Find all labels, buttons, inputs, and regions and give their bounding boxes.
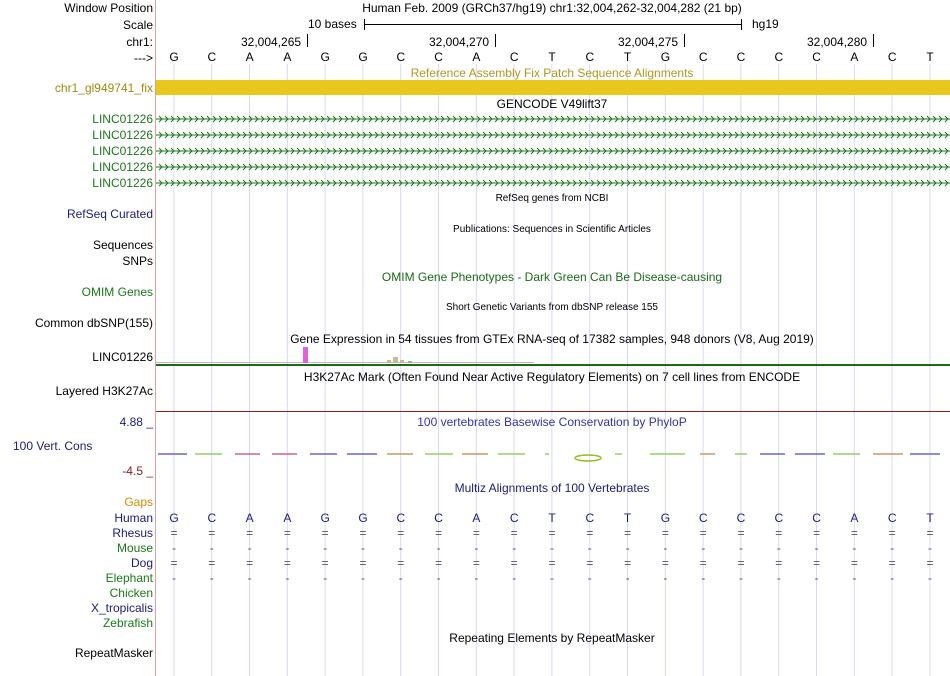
alignment-row xyxy=(155,571,950,585)
alignment-base: C xyxy=(774,511,784,525)
h3k27ac-label[interactable]: Layered H3K27Ac xyxy=(55,384,153,398)
alignment-base: - xyxy=(285,571,290,585)
alignment-base: - xyxy=(890,541,895,555)
alignment-base: = xyxy=(397,526,405,540)
gtex-expression-bar[interactable] xyxy=(303,347,308,363)
alignment-base: - xyxy=(172,571,176,585)
alignment-base: - xyxy=(361,541,365,555)
alignment-base: C xyxy=(887,511,897,525)
coord-tick xyxy=(307,34,308,47)
base-letter: C xyxy=(585,50,595,64)
alignment-base: = xyxy=(435,526,443,540)
dbsnp-label[interactable]: Common dbSNP(155) xyxy=(34,316,153,330)
alignment-base: - xyxy=(512,571,517,585)
alignment-base: - xyxy=(436,571,441,585)
phylop-plot[interactable] xyxy=(155,448,950,464)
alignment-base: - xyxy=(814,541,819,555)
gencode-transcript-label[interactable]: LINC01226 xyxy=(92,128,153,142)
alignment-base: - xyxy=(776,571,781,585)
alignment-base: = xyxy=(246,556,254,570)
dbsnp-track-title[interactable]: Short Genetic Variants from dbSNP release 155 xyxy=(446,302,658,313)
coord-tick xyxy=(873,34,874,47)
phylop-score-mark xyxy=(575,455,601,461)
alignment-base: = xyxy=(586,526,594,540)
alignment-base: - xyxy=(323,571,328,585)
fix-patch-bar[interactable] xyxy=(156,80,950,95)
alignment-base: = xyxy=(548,526,556,540)
alignment-base: = xyxy=(624,556,632,570)
alignment-base: - xyxy=(550,541,554,555)
alignment-base: = xyxy=(813,556,821,570)
alignment-base: = xyxy=(321,526,329,540)
scale-label: Scale xyxy=(122,18,153,32)
assembly-position-text: Human Feb. 2009 (GRCh37/hg19) chr1:32,004,262-32,004,282 (21 bp) xyxy=(362,1,742,15)
snps-label[interactable]: SNPs xyxy=(122,254,153,268)
alignment-base: = xyxy=(737,526,745,540)
alignment-base: = xyxy=(813,526,821,540)
scale-bases-text: 10 bases xyxy=(308,17,357,31)
alignment-base: = xyxy=(699,556,707,570)
gencode-transcript-label[interactable]: LINC01226 xyxy=(92,144,153,158)
alignment-base: - xyxy=(209,541,214,555)
gencode-transcript-feature[interactable] xyxy=(156,161,950,173)
scale-db-text: hg19 xyxy=(752,17,779,31)
refseq-label[interactable]: RefSeq Curated xyxy=(66,207,153,221)
alignment-base: A xyxy=(472,511,481,525)
alignment-base: - xyxy=(172,541,176,555)
scale-bar xyxy=(364,24,741,25)
alignment-base: - xyxy=(739,541,743,555)
base-letter: C xyxy=(698,50,708,64)
alignment-base: - xyxy=(398,541,403,555)
gtex-expression-bar[interactable] xyxy=(393,357,398,363)
alignment-base: - xyxy=(701,541,706,555)
base-letter: A xyxy=(245,50,254,64)
multiz-track-title[interactable]: Multiz Alignments of 100 Vertebrates xyxy=(454,481,650,495)
base-letter: T xyxy=(926,50,934,64)
alignment-base: - xyxy=(474,541,479,555)
alignment-base: = xyxy=(283,556,291,570)
coord-label: 32,004,265 xyxy=(241,35,302,49)
alignment-base: = xyxy=(397,556,405,570)
base-letter: A xyxy=(472,50,481,64)
fix-patch-track-title[interactable]: Reference Assembly Fix Patch Sequence Alignments xyxy=(410,66,694,80)
coord-label: 32,004,270 xyxy=(429,35,490,49)
strand-label: ---> xyxy=(134,51,153,65)
alignment-base: = xyxy=(435,556,443,570)
phylop-track-title[interactable]: 100 vertebrates Basewise Conservation by PhyloP xyxy=(417,415,687,429)
alignment-base: = xyxy=(737,556,745,570)
base-letter: C xyxy=(207,50,217,64)
alignment-base: = xyxy=(208,526,216,540)
coord-label: 32,004,275 xyxy=(618,35,679,49)
alignment-base: T xyxy=(548,511,556,525)
alignment-base: - xyxy=(739,571,743,585)
alignment-base: - xyxy=(625,571,630,585)
coord-tick xyxy=(684,34,685,47)
alignment-base: C xyxy=(434,511,443,525)
alignment-base: - xyxy=(247,541,252,555)
publications-track-title[interactable]: Publications: Sequences in Scientific Articles xyxy=(453,224,651,235)
alignment-base: A xyxy=(850,511,859,525)
fix-patch-label[interactable]: chr1_gl949741_fix xyxy=(54,81,153,95)
alignment-base: = xyxy=(926,556,934,570)
species-label[interactable]: Mouse xyxy=(116,541,153,555)
omim-label[interactable]: OMIM Genes xyxy=(81,285,153,299)
refseq-track-title[interactable]: RefSeq genes from NCBI xyxy=(495,193,609,204)
alignment-row xyxy=(155,541,950,555)
h3k27ac-track-title[interactable]: H3K27Ac Mark (Often Found Near Active Regulatory Elements) on 7 cell lines from ENCODE xyxy=(303,370,801,384)
species-label[interactable]: Chicken xyxy=(109,586,153,600)
alignment-row xyxy=(155,556,950,570)
alignment-base: = xyxy=(170,556,178,570)
alignment-base: C xyxy=(396,511,406,525)
alignment-base: = xyxy=(661,556,669,570)
species-label[interactable]: Dog xyxy=(130,556,153,570)
alignment-base: T xyxy=(926,511,934,525)
omim-track-title[interactable]: OMIM Gene Phenotypes - Dark Green Can Be Disease-causing xyxy=(381,270,723,284)
alignment-base: = xyxy=(170,526,178,540)
gencode-transcript-label[interactable]: LINC01226 xyxy=(92,112,153,126)
alignment-base: - xyxy=(776,541,781,555)
alignment-base: C xyxy=(509,511,519,525)
species-label[interactable]: Zebrafish xyxy=(102,616,153,630)
alignment-base: G xyxy=(660,511,671,525)
alignment-base: C xyxy=(585,511,595,525)
gtex-baseline xyxy=(156,362,534,363)
alignment-base: - xyxy=(663,571,668,585)
alignment-base: = xyxy=(359,526,367,540)
base-letter: A xyxy=(283,50,292,64)
alignment-base: = xyxy=(775,556,783,570)
base-letter: C xyxy=(396,50,406,64)
alignment-base: = xyxy=(283,526,291,540)
alignment-base: = xyxy=(548,556,556,570)
alignment-base: - xyxy=(361,571,365,585)
alignment-base: - xyxy=(852,541,857,555)
alignment-base: = xyxy=(359,556,367,570)
alignment-base: = xyxy=(888,556,896,570)
alignment-base: = xyxy=(926,526,934,540)
alignment-base: - xyxy=(285,541,290,555)
alignment-base: = xyxy=(472,556,480,570)
scale-bar-right-tick xyxy=(741,19,742,30)
alignment-row xyxy=(155,511,950,525)
alignment-base: - xyxy=(890,571,895,585)
alignment-base: = xyxy=(850,526,858,540)
gtex-expression-bar[interactable] xyxy=(400,360,404,363)
species-label[interactable]: Elephant xyxy=(105,571,153,585)
gtex-track-title[interactable]: Gene Expression in 54 tissues from GTEx RNA-seq of 17382 samples, 948 donors (V8, Aug 2019) xyxy=(290,332,814,346)
base-letter: C xyxy=(774,50,784,64)
gencode-transcript-label[interactable]: LINC01226 xyxy=(92,176,153,190)
coord-label: 32,004,280 xyxy=(807,35,868,49)
alignment-base: = xyxy=(888,526,896,540)
alignment-base: = xyxy=(321,556,329,570)
base-letter: C xyxy=(812,50,821,64)
gaps-label[interactable]: Gaps xyxy=(124,495,153,509)
alignment-base: G xyxy=(169,511,179,525)
sequences-label[interactable]: Sequences xyxy=(92,238,153,252)
coord-tick xyxy=(495,34,496,47)
gencode-transcript-feature[interactable] xyxy=(156,145,950,157)
alignment-base: C xyxy=(736,511,746,525)
base-letter: C xyxy=(509,50,519,64)
alignment-base: = xyxy=(510,526,518,540)
alignment-base: = xyxy=(472,526,480,540)
base-letter: G xyxy=(320,50,330,64)
gtex-expression-bar[interactable] xyxy=(387,360,391,363)
alignment-base: - xyxy=(587,571,592,585)
alignment-base: - xyxy=(625,541,630,555)
alignment-base: - xyxy=(398,571,403,585)
alignment-base: = xyxy=(510,556,518,570)
base-letter: G xyxy=(358,50,368,64)
alignment-base: C xyxy=(698,511,708,525)
alignment-base: C xyxy=(207,511,217,525)
alignment-base: C xyxy=(812,511,821,525)
alignment-base: - xyxy=(928,541,932,555)
repeatmasker-track-title[interactable]: Repeating Elements by RepeatMasker xyxy=(449,631,655,645)
alignment-base: A xyxy=(245,511,254,525)
base-letter: C xyxy=(736,50,746,64)
alignment-base: = xyxy=(624,526,632,540)
alignment-base: = xyxy=(246,526,254,540)
scale-bar-left-tick xyxy=(364,19,365,30)
species-label[interactable]: X_tropicalis xyxy=(90,601,153,615)
base-letter: C xyxy=(434,50,443,64)
gencode-transcript-feature[interactable] xyxy=(156,177,950,189)
gtex-expression-bar[interactable] xyxy=(408,361,412,363)
alignment-base: G xyxy=(358,511,368,525)
alignment-base: - xyxy=(928,571,932,585)
alignment-base: = xyxy=(586,556,594,570)
alignment-base: = xyxy=(850,556,858,570)
gencode-track-title[interactable]: GENCODE V49lift37 xyxy=(496,97,608,111)
alignment-base: = xyxy=(661,526,669,540)
alignment-base: - xyxy=(550,571,554,585)
base-letter: T xyxy=(548,50,556,64)
alignment-base: T xyxy=(623,511,632,525)
alignment-base: - xyxy=(852,571,857,585)
species-label[interactable]: Human xyxy=(114,511,153,525)
alignment-base: - xyxy=(323,541,328,555)
base-letter: C xyxy=(887,50,897,64)
alignment-base: - xyxy=(209,571,214,585)
phylop-max-label: 4.88 _ xyxy=(119,415,153,429)
alignment-base: - xyxy=(701,571,706,585)
base-sequence-row xyxy=(155,50,950,64)
alignment-base: = xyxy=(208,556,216,570)
gtex-gene-line[interactable] xyxy=(156,364,950,366)
alignment-base: - xyxy=(587,541,592,555)
base-letter: G xyxy=(660,50,671,64)
alignment-base: = xyxy=(775,526,783,540)
species-label[interactable]: Rhesus xyxy=(112,526,153,540)
alignment-base: - xyxy=(436,541,441,555)
repeatmasker-label[interactable]: RepeatMasker xyxy=(74,646,153,660)
phylop-min-label: -4.5 _ xyxy=(122,464,153,478)
base-letter: G xyxy=(169,50,179,64)
alignment-base: G xyxy=(320,511,330,525)
alignment-base: - xyxy=(474,571,479,585)
chrom-label: chr1: xyxy=(126,35,153,49)
alignment-base: - xyxy=(512,541,517,555)
alignment-row xyxy=(155,526,950,540)
alignment-base: A xyxy=(283,511,292,525)
gencode-transcript-feature[interactable] xyxy=(156,129,950,141)
alignment-base: = xyxy=(699,526,707,540)
phylop-label[interactable]: 100 Vert. Cons xyxy=(13,439,93,453)
gencode-transcript-feature[interactable] xyxy=(156,113,950,125)
base-letter: T xyxy=(623,50,632,64)
gencode-transcript-label[interactable]: LINC01226 xyxy=(92,160,153,174)
h3k27ac-baseline xyxy=(156,411,950,412)
alignment-base: - xyxy=(247,571,252,585)
base-letter: A xyxy=(850,50,859,64)
gtex-gene-label[interactable]: LINC01226 xyxy=(92,350,153,364)
alignment-base: - xyxy=(663,541,668,555)
alignment-base: - xyxy=(814,571,819,585)
window-position-label: Window Position xyxy=(64,1,153,15)
